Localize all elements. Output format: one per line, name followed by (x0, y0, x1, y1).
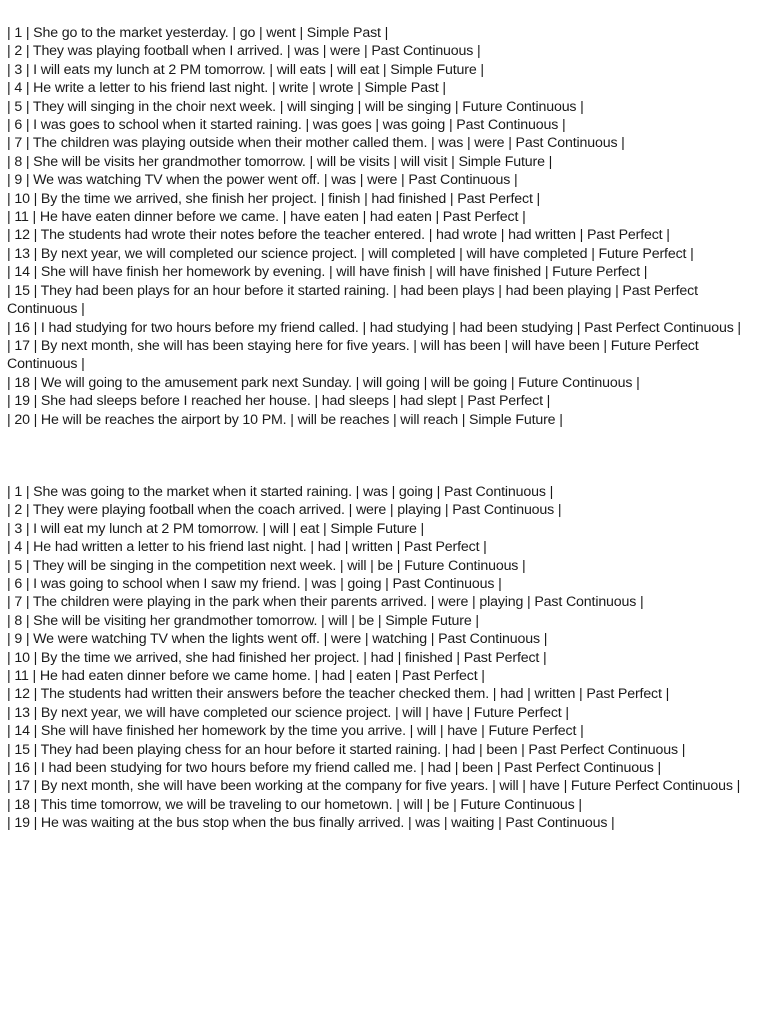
list-item: | 8 | She will be visiting her grandmother tomorrow. | will | be | Simple Future | (7, 612, 479, 629)
list-item: | 1 | She go to the market yesterday. | go | went | Simple Past | (7, 25, 389, 41)
list-item: | 4 | He write a letter to his friend last night. | write | wrote | Simple Past | (7, 80, 446, 97)
list-item: | 2 | They were playing football when the coach arrived. | were | playing | Past Continuous | (7, 502, 562, 519)
list-item: | 10 | By the time we arrived, she had finished her project. | had | finished | Past Perfect | (7, 649, 547, 666)
list-item: | 5 | They will singing in the choir next week. | will singing | will be singing | Future Continuous | (7, 98, 584, 115)
list-item: | 19 | He was waiting at the bus stop when the bus finally arrived. | was | waiting | Past Continuous | (7, 815, 615, 832)
list-item: | 8 | She will be visits her grandmother tomorrow. | will be visits | will visit | Simple Future | (7, 153, 553, 170)
list-item: | 3 | I will eat my lunch at 2 PM tomorrow. | will | eat | Simple Future | (7, 520, 425, 537)
list-item: | 15 | They had been plays for an hour before it started raining. | had been plays | had been playing | Past Perfect Continuous | (7, 282, 698, 318)
list-item: | 16 | I had studying for two hours before my friend called. | had studying | had been studying | Past Perfect Continuous | (7, 319, 741, 336)
list-item: | 6 | I was going to school when I saw my friend. | was | going | Past Continuous | (7, 575, 502, 592)
error-correction-list (7, 24, 759, 429)
section-spacer (7, 429, 759, 483)
list-item: | 12 | The students had wrote their notes before the teacher entered. | had wrote | had written | Past Perfect | (7, 227, 670, 244)
list-item: | 15 | They had been playing chess for an hour before it started raining. | had | been | Past Perfect Continuous | (7, 741, 686, 758)
list-item: | 13 | By next year, we will completed our science project. | will completed | will have completed | Future Perfect | (7, 245, 694, 262)
list-item: | 9 | We were watching TV when the lights went off. | were | watching | Past Continuous | (7, 631, 548, 648)
list-item: | 17 | By next month, she will have been working at the company for five years. | will | have | Future Perfect Continuous | (7, 778, 741, 795)
list-item: | 1 | She was going to the market when it started raining. | was | going | Past Continuous | (7, 483, 554, 500)
list-item: | 11 | He have eaten dinner before we came. | have eaten | had eaten | Past Perfect | (7, 209, 526, 226)
list-item: | 7 | The children was playing outside when their mother called them. | was | were | Past Continuous | (7, 135, 625, 152)
list-item: | 16 | I had been studying for two hours before my friend called me. | had | been | Past Perfect Continuous | (7, 760, 662, 777)
list-item: | 4 | He had written a letter to his friend last night. | had | written | Past Perfect | (7, 539, 487, 556)
list-item: | 17 | By next month, she will has been staying here for five years. | will has been | will have been | Future Perfect Continuous | (7, 337, 699, 373)
list-item: | 5 | They will be singing in the competition next week. | will | be | Future Continuous | (7, 557, 526, 574)
list-item: | 20 | He will be reaches the airport by 10 PM. | will be reaches | will reach | Simple Future | (7, 411, 563, 428)
list-item: | 3 | I will eats my lunch at 2 PM tomorrow. | will eats | will eat | Simple Future | (7, 61, 484, 78)
document-page (7, 24, 759, 833)
list-item: | 12 | The students had written their answers before the teacher checked them. | had | written | Past Perfect | (7, 686, 670, 703)
list-item: | 9 | We was watching TV when the power went off. | was | were | Past Continuous | (7, 172, 518, 189)
list-item: | 18 | We will going to the amusement park next Sunday. | will going | will be going | Future Continuous | (7, 374, 640, 391)
list-item: | 11 | He had eaten dinner before we came home. | had | eaten | Past Perfect | (7, 668, 485, 684)
list-item: | 18 | This time tomorrow, we will be traveling to our hometown. | will | be | Future Continuous | (7, 796, 582, 813)
list-item: | 10 | By the time we arrived, she finish her project. | finish | had finished | Past Perfect | (7, 190, 541, 207)
list-item: | 2 | They was playing football when I arrived. | was | were | Past Continuous | (7, 43, 481, 60)
structure-breakdown-list (7, 483, 759, 833)
list-item: | 14 | She will have finished her homework by the time you arrive. | will | have | Future Perfect | (7, 723, 584, 740)
list-item: | 14 | She will have finish her homework by evening. | will have finish | will have finished | Future Perfect | (7, 264, 648, 281)
list-item: | 13 | By next year, we will have completed our science project. | will | have | Future Perfect | (7, 704, 569, 721)
list-item: | 6 | I was goes to school when it started raining. | was goes | was going | Past Continuous | (7, 117, 566, 134)
list-item: | 19 | She had sleeps before I reached her house. | had sleeps | had slept | Past Perfect | (7, 393, 551, 410)
list-item: | 7 | The children were playing in the park when their parents arrived. | were | playing | Past Continuous | (7, 594, 644, 611)
